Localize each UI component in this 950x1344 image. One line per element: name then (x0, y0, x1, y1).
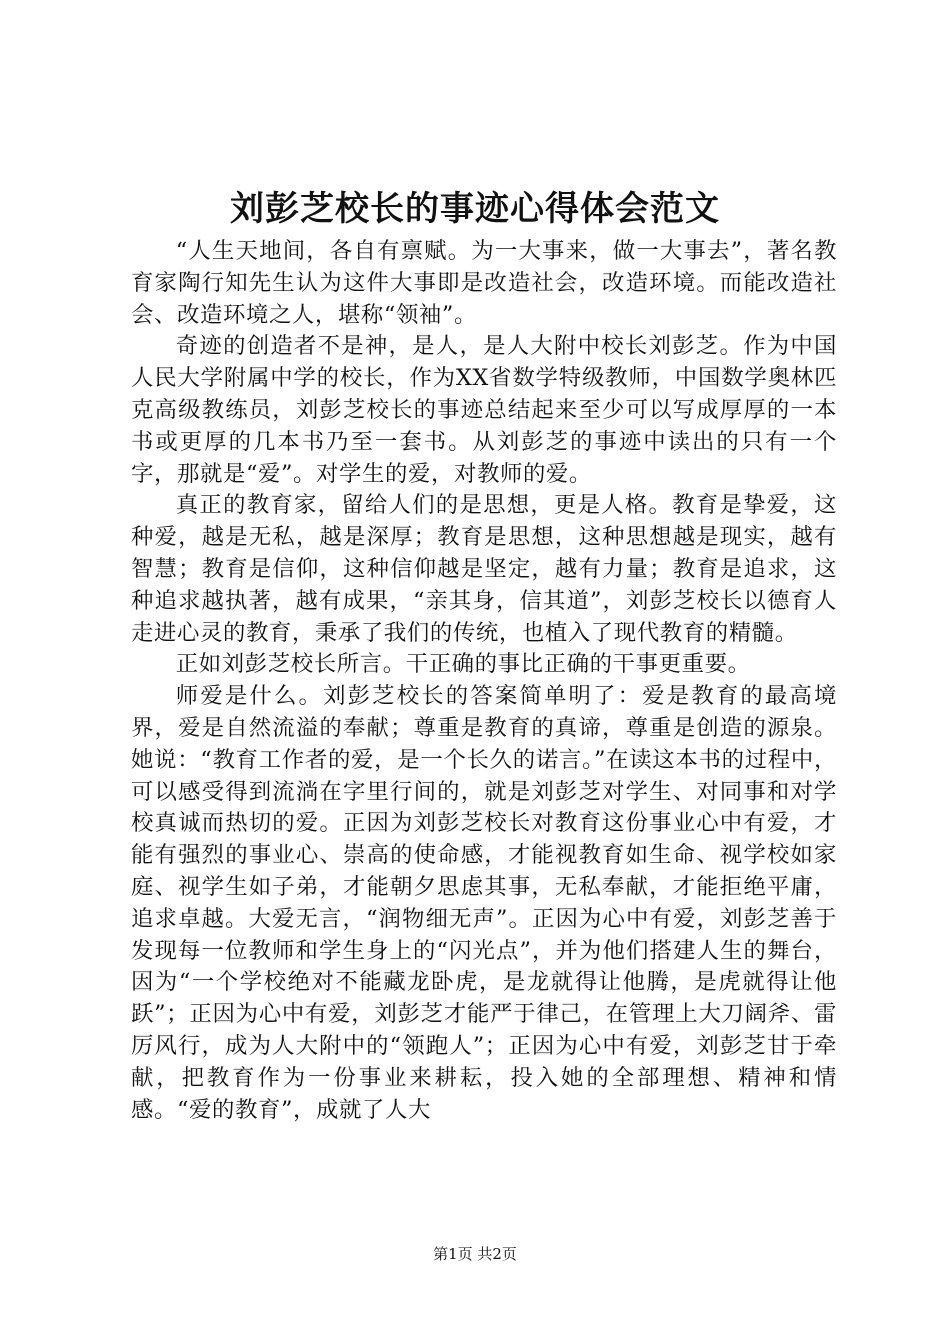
page-footer: 第1页 共2页 (433, 1245, 517, 1263)
paragraph: 师爱是什么。刘彭芝校长的答案简单明了：爱是教育的最高境界，爱是自然流溢的奉献；尊重是教育的真谛，尊重是创造的源泉。她说：“教育工作者的爱，是一个长久的诺言。”在读这本书的过程中，可以感受得到流淌在字里行间的，就是刘彭芝对学生、对同事和对学校真诚而热切的爱。正因为刘彭芝校长对教育这份事业心中有爱，才能有强烈的事业心、崇高的使命感，才能视教育如生命、视学校如家庭、视学生如子弟，才能朝夕思虑其事，无私奉献，才能拒绝平庸，追求卓越。大爱无言，“润物细无声”。正因为心中有爱，刘彭芝善于发现每一位教师和学生身上的“闪光点”，并为他们搭建人生的舞台，因为“一个学校绝对不能藏龙卧虎，是龙就得让他腾，是虎就得让他跃”；正因为心中有爱，刘彭芝才能严于律己，在管理上大刀阔斧、雷厉风行，成为人大附中的“领跑人”；正因为心中有爱，刘彭芝甘于牵献，把教育作为一份事业来耕耘，投入她的全部理想、精神和情感。“爱的教育”，成就了人大 (131, 683, 837, 1123)
paragraph: 正如刘彭芝校长所言。干正确的事比正确的干事更重要。 (175, 651, 751, 678)
paragraph: “人生天地间，各自有禀赋。为一大事来，做一大事去”，著名教育家陶行知先生认为这件大事即是改造社会，改造环境。而能改造社会、改造环境之人，堪称“领袖”。 (131, 238, 837, 328)
document-body (131, 236, 837, 1126)
paragraph: 真正的教育家，留给人们的是思想，更是人格。教育是挚爱，这种爱，越是无私，越是深厚；教育是思想，这种思想越是现实，越有智慧；教育是信仰，这种信仰越是坚定，越有力量；教育是追求，这种追求越执著，越有成果，“亲其身，信其道”，刘彭芝校长以德育人走进心灵的教育，秉承了我们的传统，也植入了现代教育的精髓。 (131, 492, 837, 646)
document-title: 刘彭芝校长的事迹心得体会范文 (230, 189, 720, 229)
paragraph: 奇迹的创造者不是神，是人，是人大附中校长刘彭芝。作为中国人民大学附属中学的校长，作为XX省数学特级教师，中国数学奥林匹克高级教练员，刘彭芝校长的事迹总结起来至少可以写成厚厚的一本书或更厚的几本书乃至一套书。从刘彭芝的事迹中读出的只有一个字，那就是“爱”。对学生的爱，对教师的爱。 (131, 333, 837, 487)
